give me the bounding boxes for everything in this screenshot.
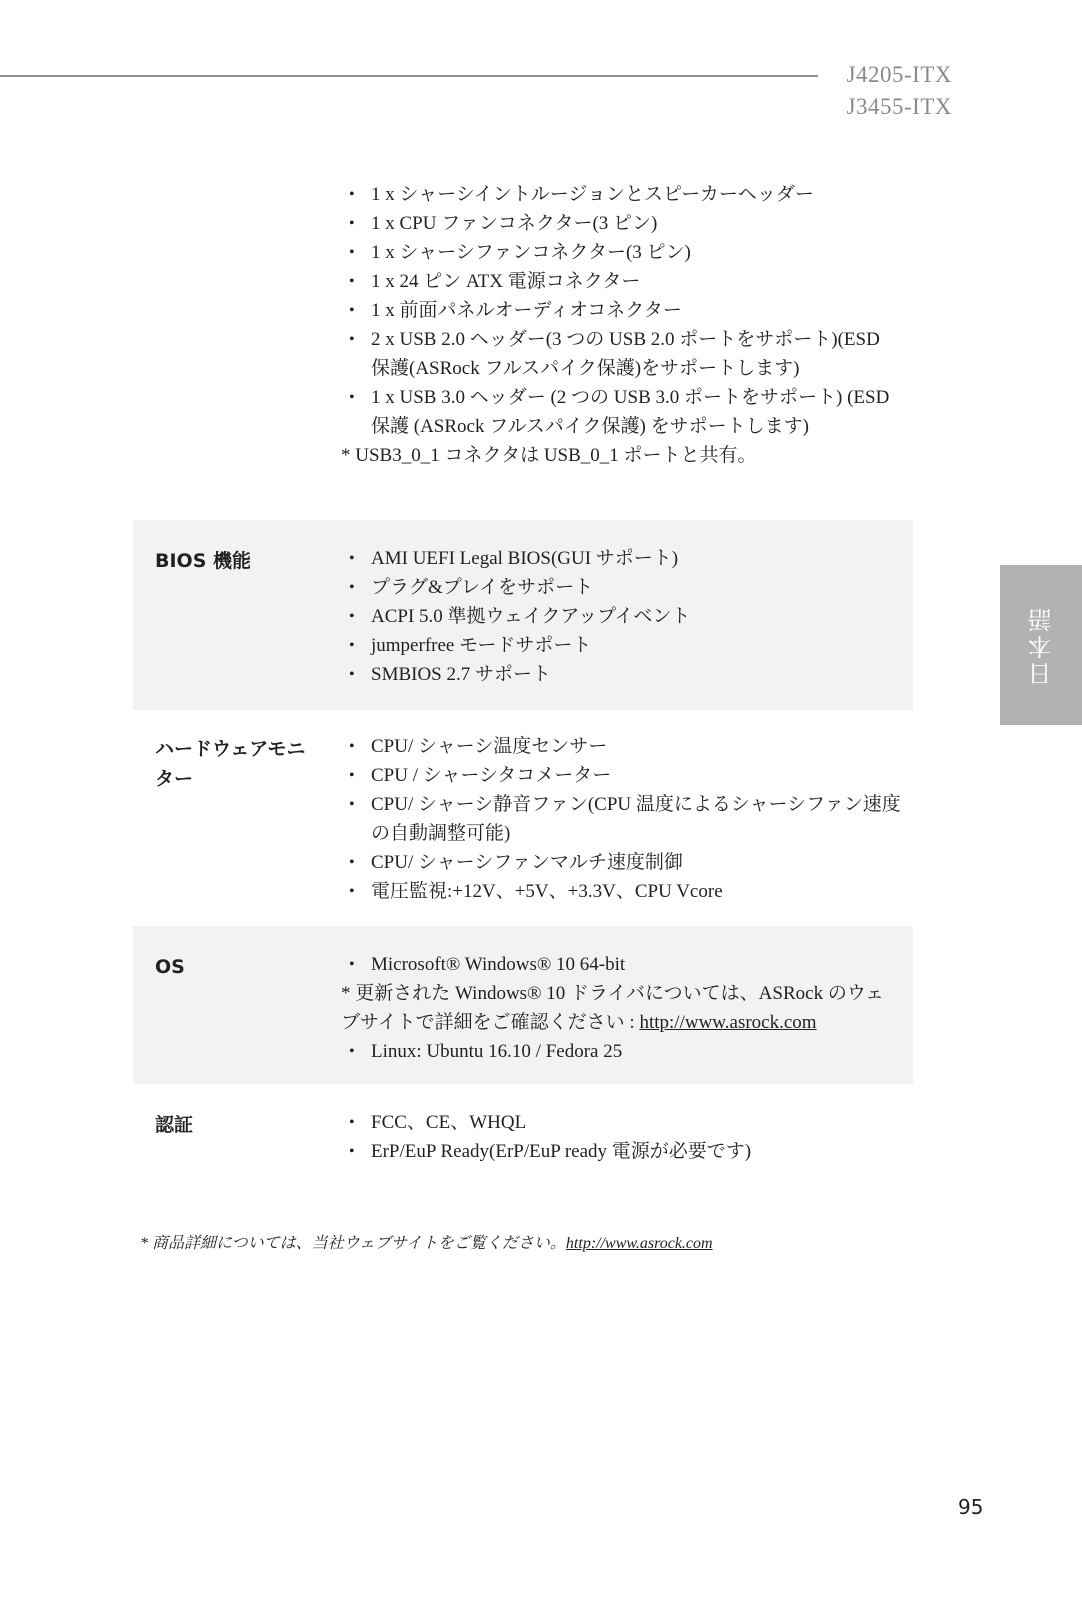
list-item: • 1 x 前面パネルオーディオコネクター [341, 296, 901, 325]
certifications-section [133, 1084, 913, 1194]
bios-section [133, 520, 913, 710]
footnote-link[interactable]: http://www.asrock.com [565, 1235, 713, 1252]
list-item: • 1 x シャーシイントルージョンとスピーカーヘッダー [341, 180, 901, 209]
language-tab-label: 日本語 [1027, 604, 1056, 686]
bios-label: BIOS 機能 [155, 550, 252, 572]
list-item: • 電圧監視:+12V、+5V、+3.3V、CPU Vcore [341, 877, 901, 906]
list-item: • CPU/ シャーシファンマルチ速度制御 [341, 848, 901, 877]
os-label: OS [155, 956, 185, 978]
certifications-label: 認証 [155, 1114, 194, 1136]
list-item: • ErP/EuP Ready(ErP/EuP ready 電源が必要です) [341, 1137, 901, 1166]
list-item: • 1 x USB 3.0 ヘッダー (2 つの USB 3.0 ポートをサポート) (ESD 保護 (ASRock フルスパイク保護) をサポートします) [341, 383, 901, 441]
list-item: • プラグ&プレイをサポート [341, 573, 901, 602]
os-driver-note [341, 979, 901, 1037]
list-item: • ACPI 5.0 準拠ウェイクアップイベント [341, 602, 901, 631]
os-section [133, 926, 913, 1084]
list-item: • Linux: Ubuntu 16.10 / Fedora 25 [341, 1037, 901, 1066]
usb-share-note: * USB3_0_1 コネクタは USB_0_1 ポートと共有。 [341, 445, 757, 466]
list-item: • FCC、CE、WHQL [341, 1108, 901, 1137]
list-item: • CPU / シャーシタコメーター [341, 761, 901, 790]
asrock-website-link[interactable]: http://www.asrock.com [639, 1012, 817, 1033]
footnote-text: * 商品詳細については、当社ウェブサイトをご覧ください。 [140, 1235, 566, 1252]
list-item: • Microsoft® Windows® 10 64-bit [341, 950, 901, 979]
hardware-monitor-section [133, 708, 913, 926]
page-number: 95 [958, 1495, 984, 1519]
list-item: • 1 x CPU ファンコネクター(3 ピン) [341, 209, 901, 238]
list-item: • CPU/ シャーシ静音ファン(CPU 温度によるシャーシファン速度の自動調整可能) [341, 790, 901, 848]
language-tab[interactable] [1000, 565, 1082, 725]
list-item: • 1 x 24 ピン ATX 電源コネクター [341, 267, 901, 296]
model-name-j3455: J3455-ITX [846, 94, 952, 119]
os-driver-note-text: * 更新された Windows® 10 ドライバについては、ASRock のウェブサイトで詳細をご確認ください : [341, 983, 885, 1033]
list-item: • AMI UEFI Legal BIOS(GUI サポート) [341, 544, 901, 573]
model-name-j4205: J4205-ITX [846, 62, 952, 87]
list-item: • jumperfree モードサポート [341, 631, 901, 660]
list-item: • SMBIOS 2.7 サポート [341, 660, 901, 689]
list-item: • 2 x USB 2.0 ヘッダー(3 つの USB 2.0 ポートをサポート)(ESD 保護(ASRock フルスパイク保護)をサポートします) [341, 325, 901, 383]
hardware-monitor-label: ハードウェアモニター [155, 738, 306, 790]
footnote [140, 1230, 713, 1253]
list-item: • CPU/ シャーシ温度センサー [341, 732, 901, 761]
header-rule [0, 75, 818, 77]
list-item: • 1 x シャーシファンコネクター(3 ピン) [341, 238, 901, 267]
connector-list-continuation [341, 180, 901, 470]
